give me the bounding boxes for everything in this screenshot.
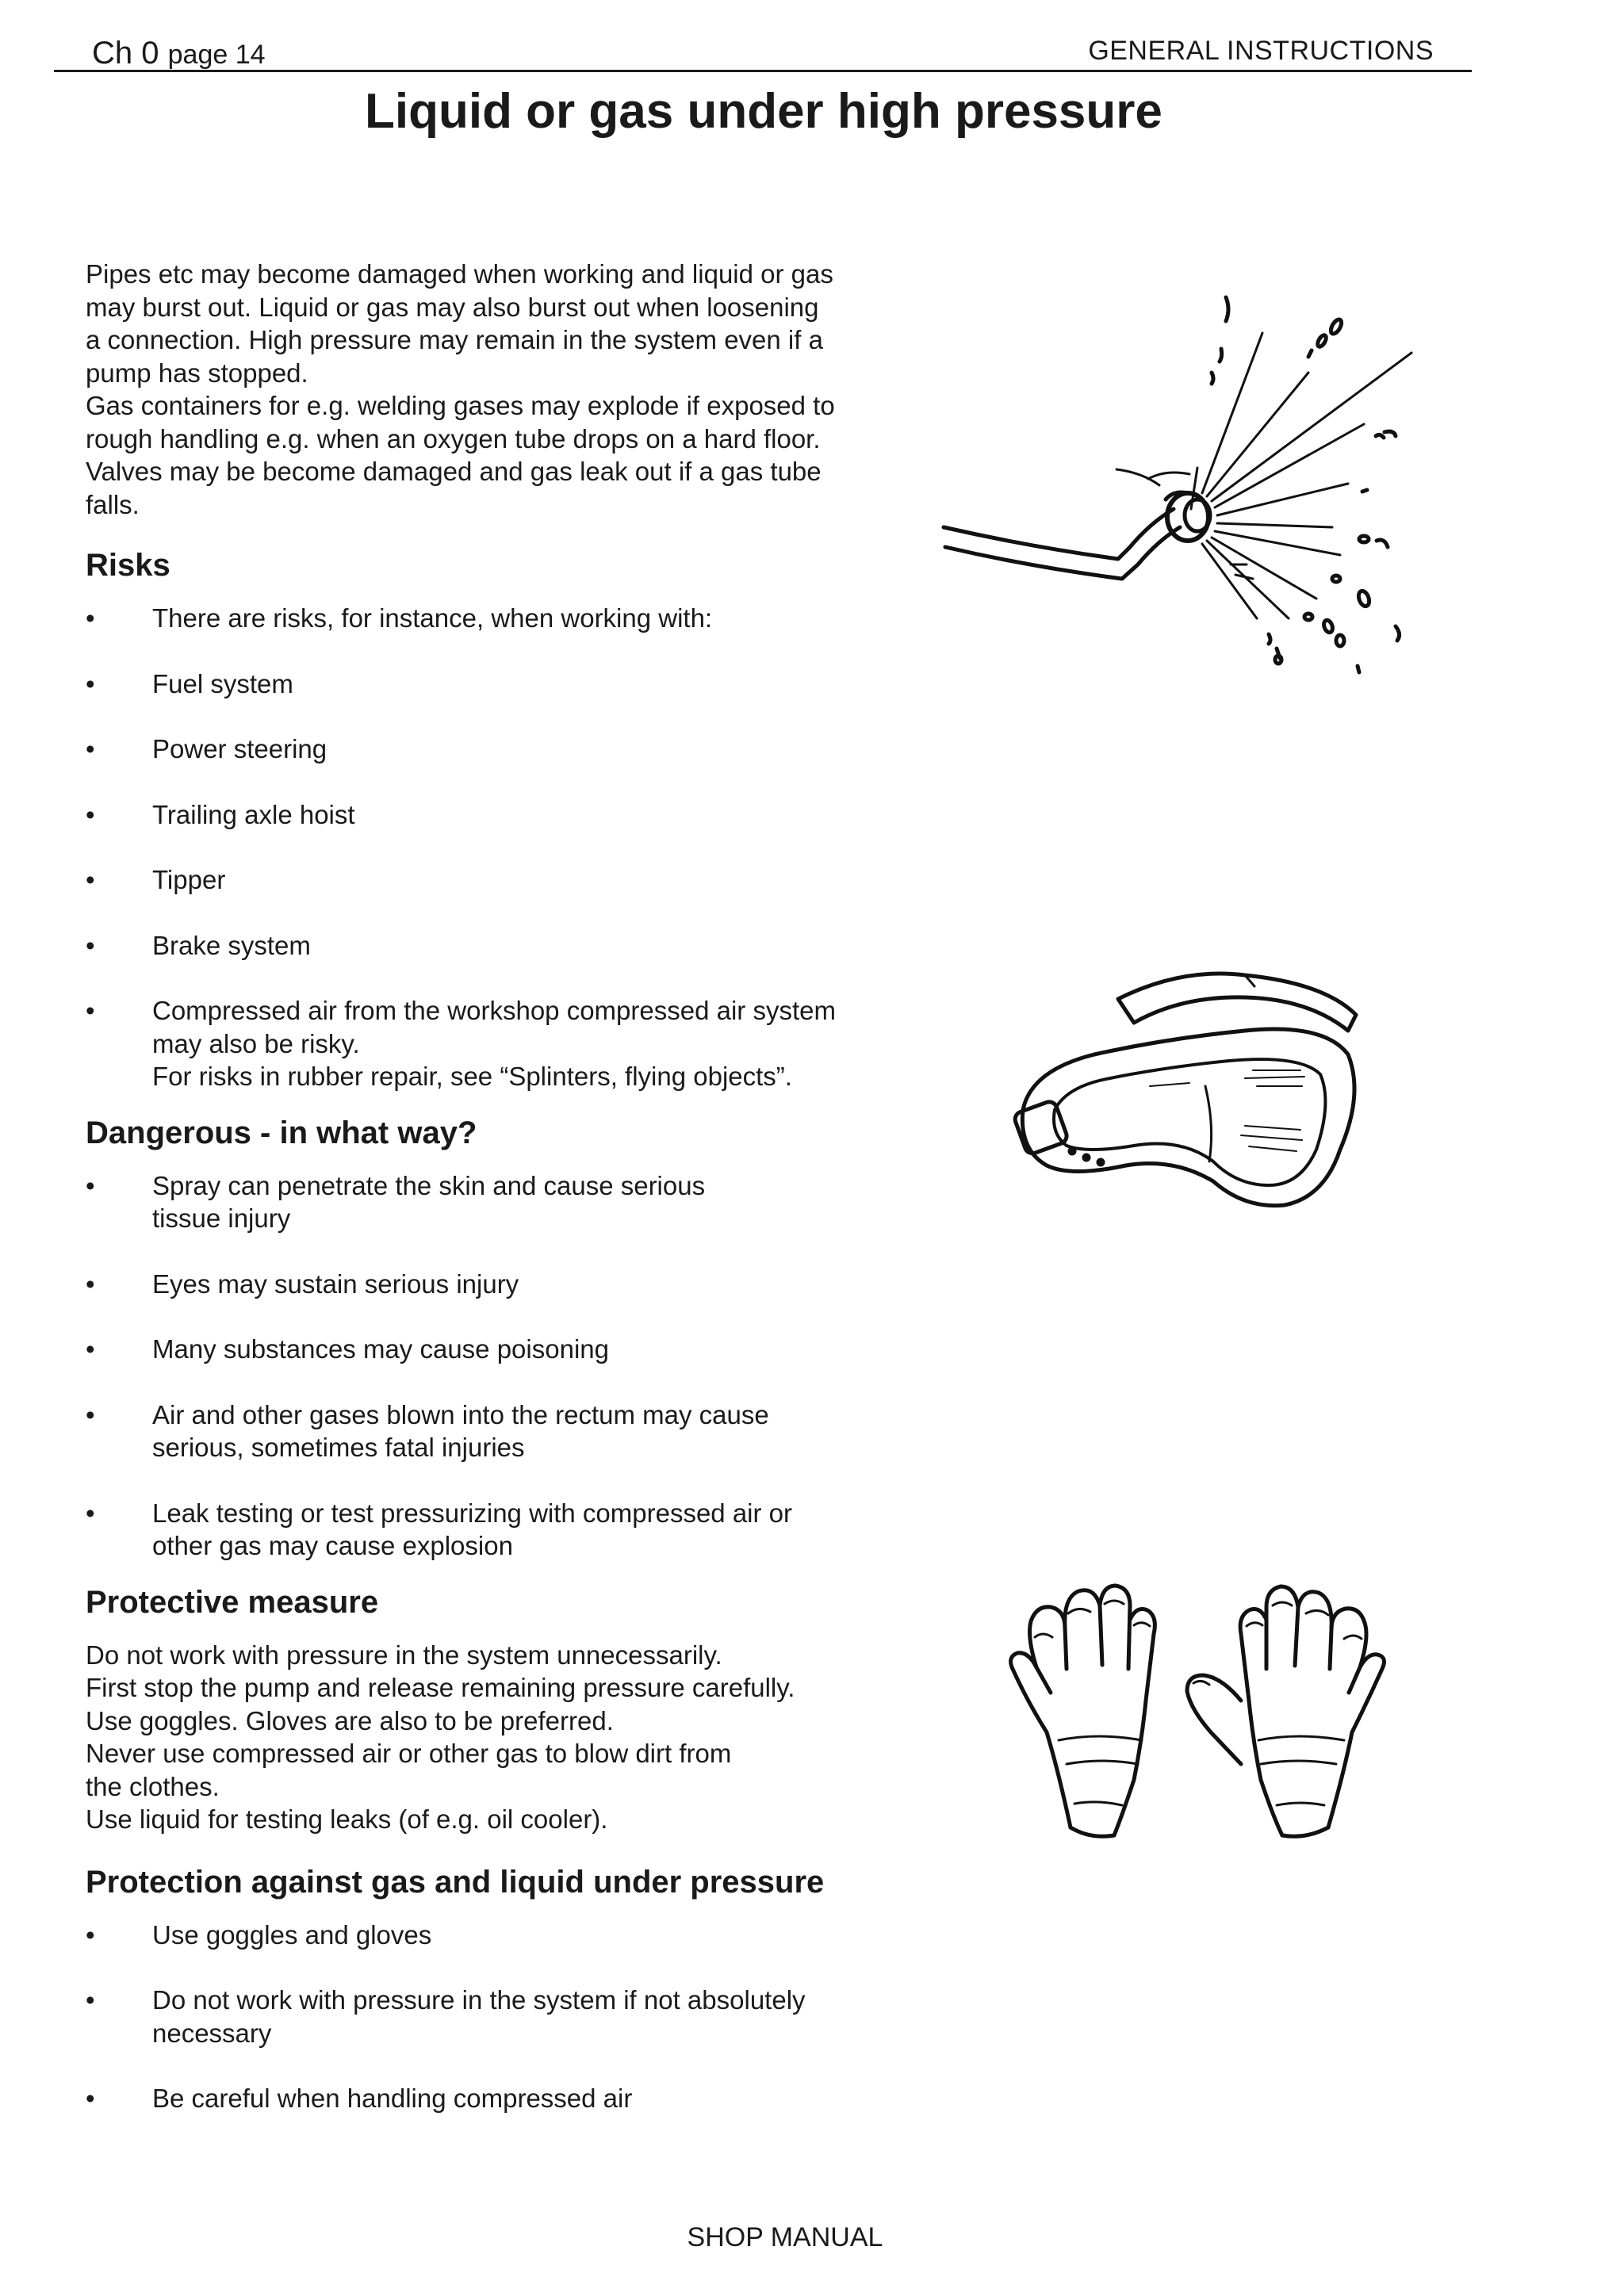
- list-item: • Eyes may sustain serious injury: [86, 1268, 887, 1301]
- protection-list: [86, 1919, 887, 2115]
- page-label: page 14: [167, 40, 266, 70]
- list-item: • Leak testing or test pressurizing with compressed air or other gas may cause explosion: [86, 1497, 887, 1563]
- list-item: • Air and other gases blown into the rectum may cause serious, sometimes fatal injuries: [86, 1399, 887, 1464]
- chapter-label: Ch 0: [92, 36, 159, 71]
- gloves-illustration: [1003, 1582, 1408, 1843]
- list-item: • Fuel system: [86, 668, 887, 701]
- dangerous-list: [86, 1169, 887, 1563]
- list-item: • Do not work with pressure in the system if not absolutely necessary: [86, 1984, 887, 2049]
- risks-list: [86, 602, 887, 1093]
- intro-line: Valves may be become damaged and gas leak out if a gas tube: [86, 457, 822, 486]
- intro-line: a connection. High pressure may remain in the system even if a: [86, 325, 823, 354]
- risks-heading: Risks: [86, 548, 170, 583]
- list-item: • Brake system: [86, 929, 887, 962]
- list-item: • Power steering: [86, 733, 887, 766]
- protective-paragraph: Do not work with pressure in the system unnecessarily. First stop the pump and release remaining pressure carefully. Use goggles. Gloves are also to be preferred. Never use compressed air or other gas to blow dirt from the clothes. Use liquid for testing leaks (of e.g. oil cooler).: [86, 1640, 795, 1834]
- pipe-spray-illustration: [936, 285, 1443, 682]
- list-item: • Compressed air from the workshop compressed air system may also be risky. For risks in rubber repair, see “Splinters, flying objects”.: [86, 994, 887, 1093]
- section-label: GENERAL INSTRUCTIONS: [1088, 36, 1434, 66]
- list-item: • Use goggles and gloves: [86, 1919, 887, 1952]
- page-footer: SHOP MANUAL: [687, 2222, 883, 2252]
- list-item: • Be careful when handling compressed air: [86, 2082, 887, 2115]
- page-number: [92, 36, 266, 71]
- list-item: • Tipper: [86, 863, 887, 897]
- protection-heading: Protection against gas and liquid under pressure: [86, 1864, 825, 1900]
- dangerous-heading: Dangerous - in what way?: [86, 1115, 477, 1150]
- intro-line: Pipes etc may become damaged when working and liquid or gas: [86, 259, 833, 289]
- intro-line: falls.: [86, 489, 140, 519]
- intro-paragraph: [86, 258, 887, 521]
- intro-line: pump has stopped.: [86, 358, 308, 388]
- list-item: • There are risks, for instance, when working with:: [86, 602, 887, 635]
- protective-heading: Protective measure: [86, 1584, 379, 1620]
- page-title: Liquid or gas under high pressure: [365, 84, 1162, 139]
- page-header: [54, 32, 1472, 72]
- list-item: • Many substances may cause poisoning: [86, 1333, 887, 1366]
- goggles-illustration: [1007, 967, 1372, 1229]
- intro-line: may burst out. Liquid or gas may also burst out when loosening: [86, 292, 819, 322]
- list-item: • Spray can penetrate the skin and cause serious tissue injury: [86, 1169, 887, 1235]
- intro-line: rough handling e.g. when an oxygen tube drops on a hard floor.: [86, 423, 821, 453]
- main-content: [86, 258, 887, 2136]
- intro-line: Gas containers for e.g. welding gases may explode if exposed to: [86, 391, 835, 420]
- list-item: • Trailing axle hoist: [86, 798, 887, 832]
